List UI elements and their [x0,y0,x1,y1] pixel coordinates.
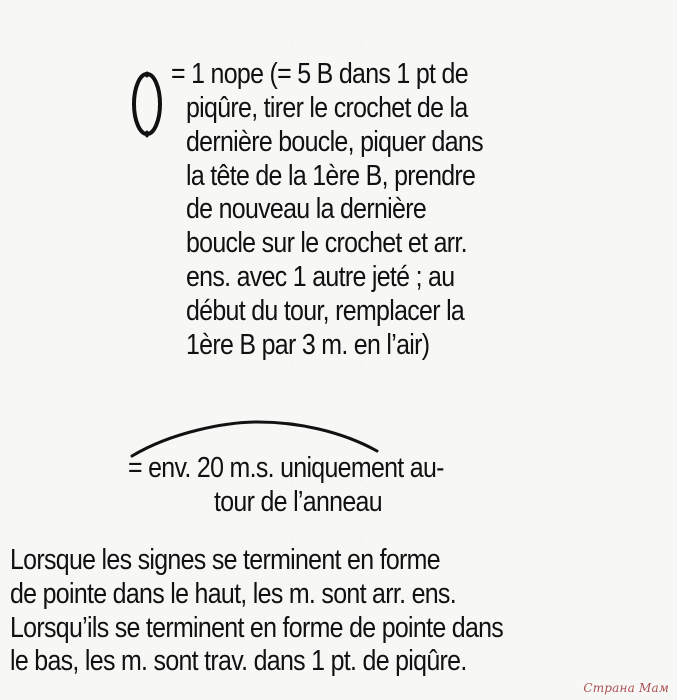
nope-line-3: dernière boucle, piquer dans [186,125,483,158]
arc-definition-first-line: = env. 20 m.s. uniquement au- [128,452,444,484]
instruction-line-2: de pointe dans le haut, les m. sont arr. ens. [10,577,456,610]
watermark-label: Страна Мам [583,681,669,695]
nope-line-2: piqûre, tirer le crochet de la [186,92,468,124]
nope-line-8: début du tour, remplacer la [186,294,465,327]
nope-line-6: boucle sur le crochet et arr. [186,227,467,260]
nope-line-5: de nouveau la dernière [186,193,427,226]
nope-line-7: ens. avec 1 autre jeté ; au [186,260,455,293]
nope-line-9: 1ère B par 3 m. en l’air) [186,328,430,361]
arc-definition-lines [214,486,382,520]
nope-definition-lines [186,92,483,362]
oval-symbol-icon [128,67,168,141]
instruction-line-3: Lorsqu’ils se terminent en forme de pointe dans [10,611,504,644]
arc-line-2: tour de l’anneau [214,486,382,518]
instruction-paragraph [10,544,503,679]
nope-definition-first-line: = 1 nope (= 5 B dans 1 pt de [171,58,468,90]
nope-line-4: la tête de la 1ère B, prendre [186,159,476,192]
instruction-line-1: Lorsque les signes se terminent en forme [10,544,440,576]
instruction-line-4: le bas, les m. sont trav. dans 1 pt. de piqûre. [10,645,467,678]
